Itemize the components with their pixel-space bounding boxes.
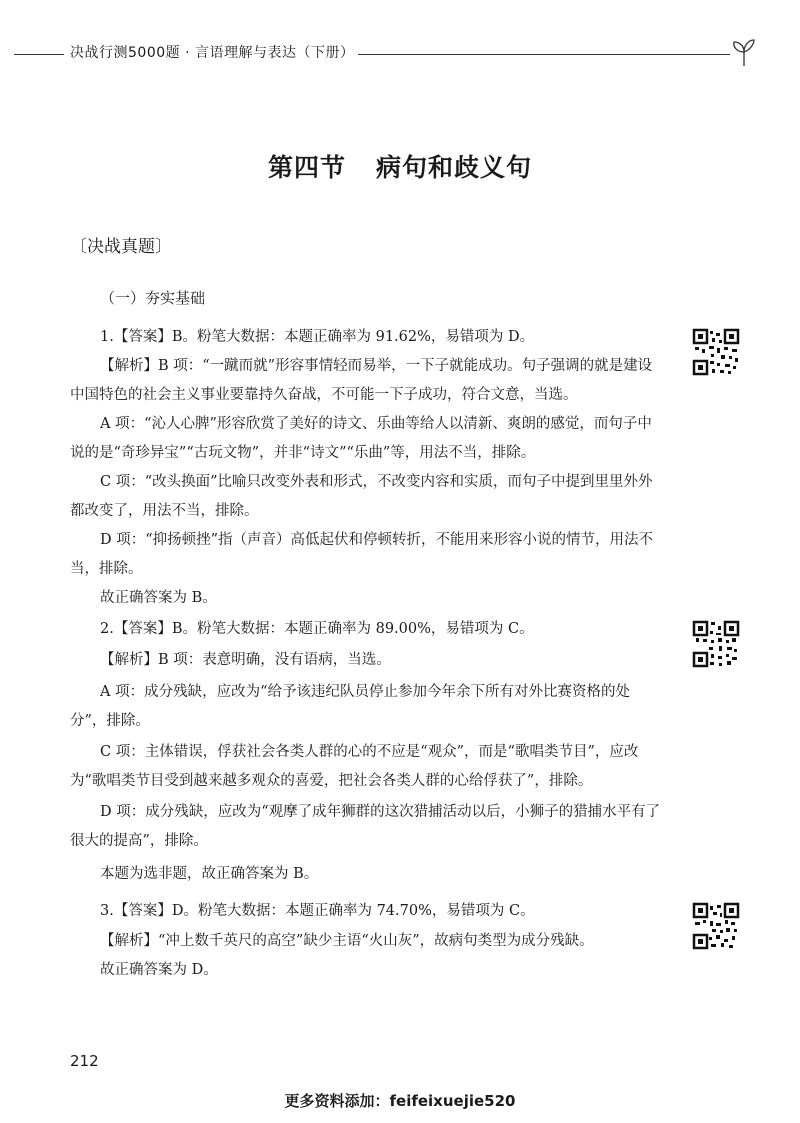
page-number: 212	[70, 1052, 99, 1070]
qr-code-icon[interactable]	[692, 902, 740, 950]
footer-note: 更多资料添加：feifeixuejie520	[284, 1092, 516, 1110]
sprout-icon	[730, 38, 758, 68]
analysis-2-a: A 项：成分残缺，应改为“给予该违纪队员停止参加今年余下所有对外比赛资格的处分”，排除。	[70, 684, 630, 729]
header-rule-right	[358, 54, 730, 55]
running-header	[0, 38, 800, 68]
analysis-1-a: A 项：“沁人心脾”形容欣赏了美好的诗文、乐曲等给人以清新、爽朗的感觉，而句子中说的是“奇珍异宝”“古玩文物”，并非“诗文”“乐曲”等，用法不当，排除。	[70, 416, 652, 461]
analysis-2: 【解析】B 项：表意明确，没有语病，当选。	[100, 652, 391, 668]
analysis-1-d: D 项：“抑扬顿挫”指（声音）高低起伏和停顿转折，不能用来形容小说的情节，用法不当，排除。	[70, 532, 654, 577]
conclusion-3: 故正确答案为 D。	[100, 962, 218, 978]
subsection-heading: 〔决战真题〕	[70, 237, 172, 257]
analysis-2-d: D 项：成分残缺，应改为“观摩了成年狮群的这次猎捕活动以后，小狮子的猎捕水平有了很大的提高”，排除。	[70, 804, 661, 849]
section-number: 第四节	[267, 153, 346, 182]
header-rule-left	[14, 54, 64, 55]
part-heading: （一）夯实基础	[100, 289, 206, 307]
analysis-1: 【解析】B 项：“一蹴而就”形容事情轻而易举，一下子就能成功。句子强调的就是建设中国特色的社会主义事业要靠持久奋战，不可能一下子成功，符合文意，当选。	[70, 358, 653, 403]
conclusion-2: 本题为选非题，故正确答案为 B。	[100, 866, 319, 882]
answer-3: 3.【答案】D。粉笔大数据：本题正确率为 74.70%，易错项为 C。	[100, 903, 535, 919]
section-title	[0, 148, 800, 184]
book-title: 决战行测5000题 · 言语理解与表达（下册）	[70, 45, 355, 61]
qr-code-icon[interactable]	[692, 328, 740, 376]
analysis-1-c: C 项：“改头换面”比喻只改变外表和形式，不改变内容和实质，而句子中提到里里外外都改变了，用法不当，排除。	[70, 474, 653, 519]
answer-1: 1.【答案】B。粉笔大数据：本题正确率为 91.62%，易错项为 D。	[100, 329, 535, 345]
analysis-3: 【解析】“冲上数千英尺的高空”缺少主语“火山灰”，故病句类型为成分残缺。	[100, 933, 594, 949]
answer-2: 2.【答案】B。粉笔大数据：本题正确率为 89.00%，易错项为 C。	[100, 621, 534, 637]
section-name: 病句和歧义句	[376, 153, 533, 182]
analysis-2-c: C 项：主体错误，俘获社会各类人群的心的不应是“观众”，而是“歌唱类节目”，应改为“歌唱类节目受到越来越多观众的喜爱，把社会各类人群的心给俘获了”，排除。	[70, 744, 639, 789]
conclusion-1: 故正确答案为 B。	[100, 590, 217, 606]
qr-code-icon[interactable]	[692, 620, 740, 668]
